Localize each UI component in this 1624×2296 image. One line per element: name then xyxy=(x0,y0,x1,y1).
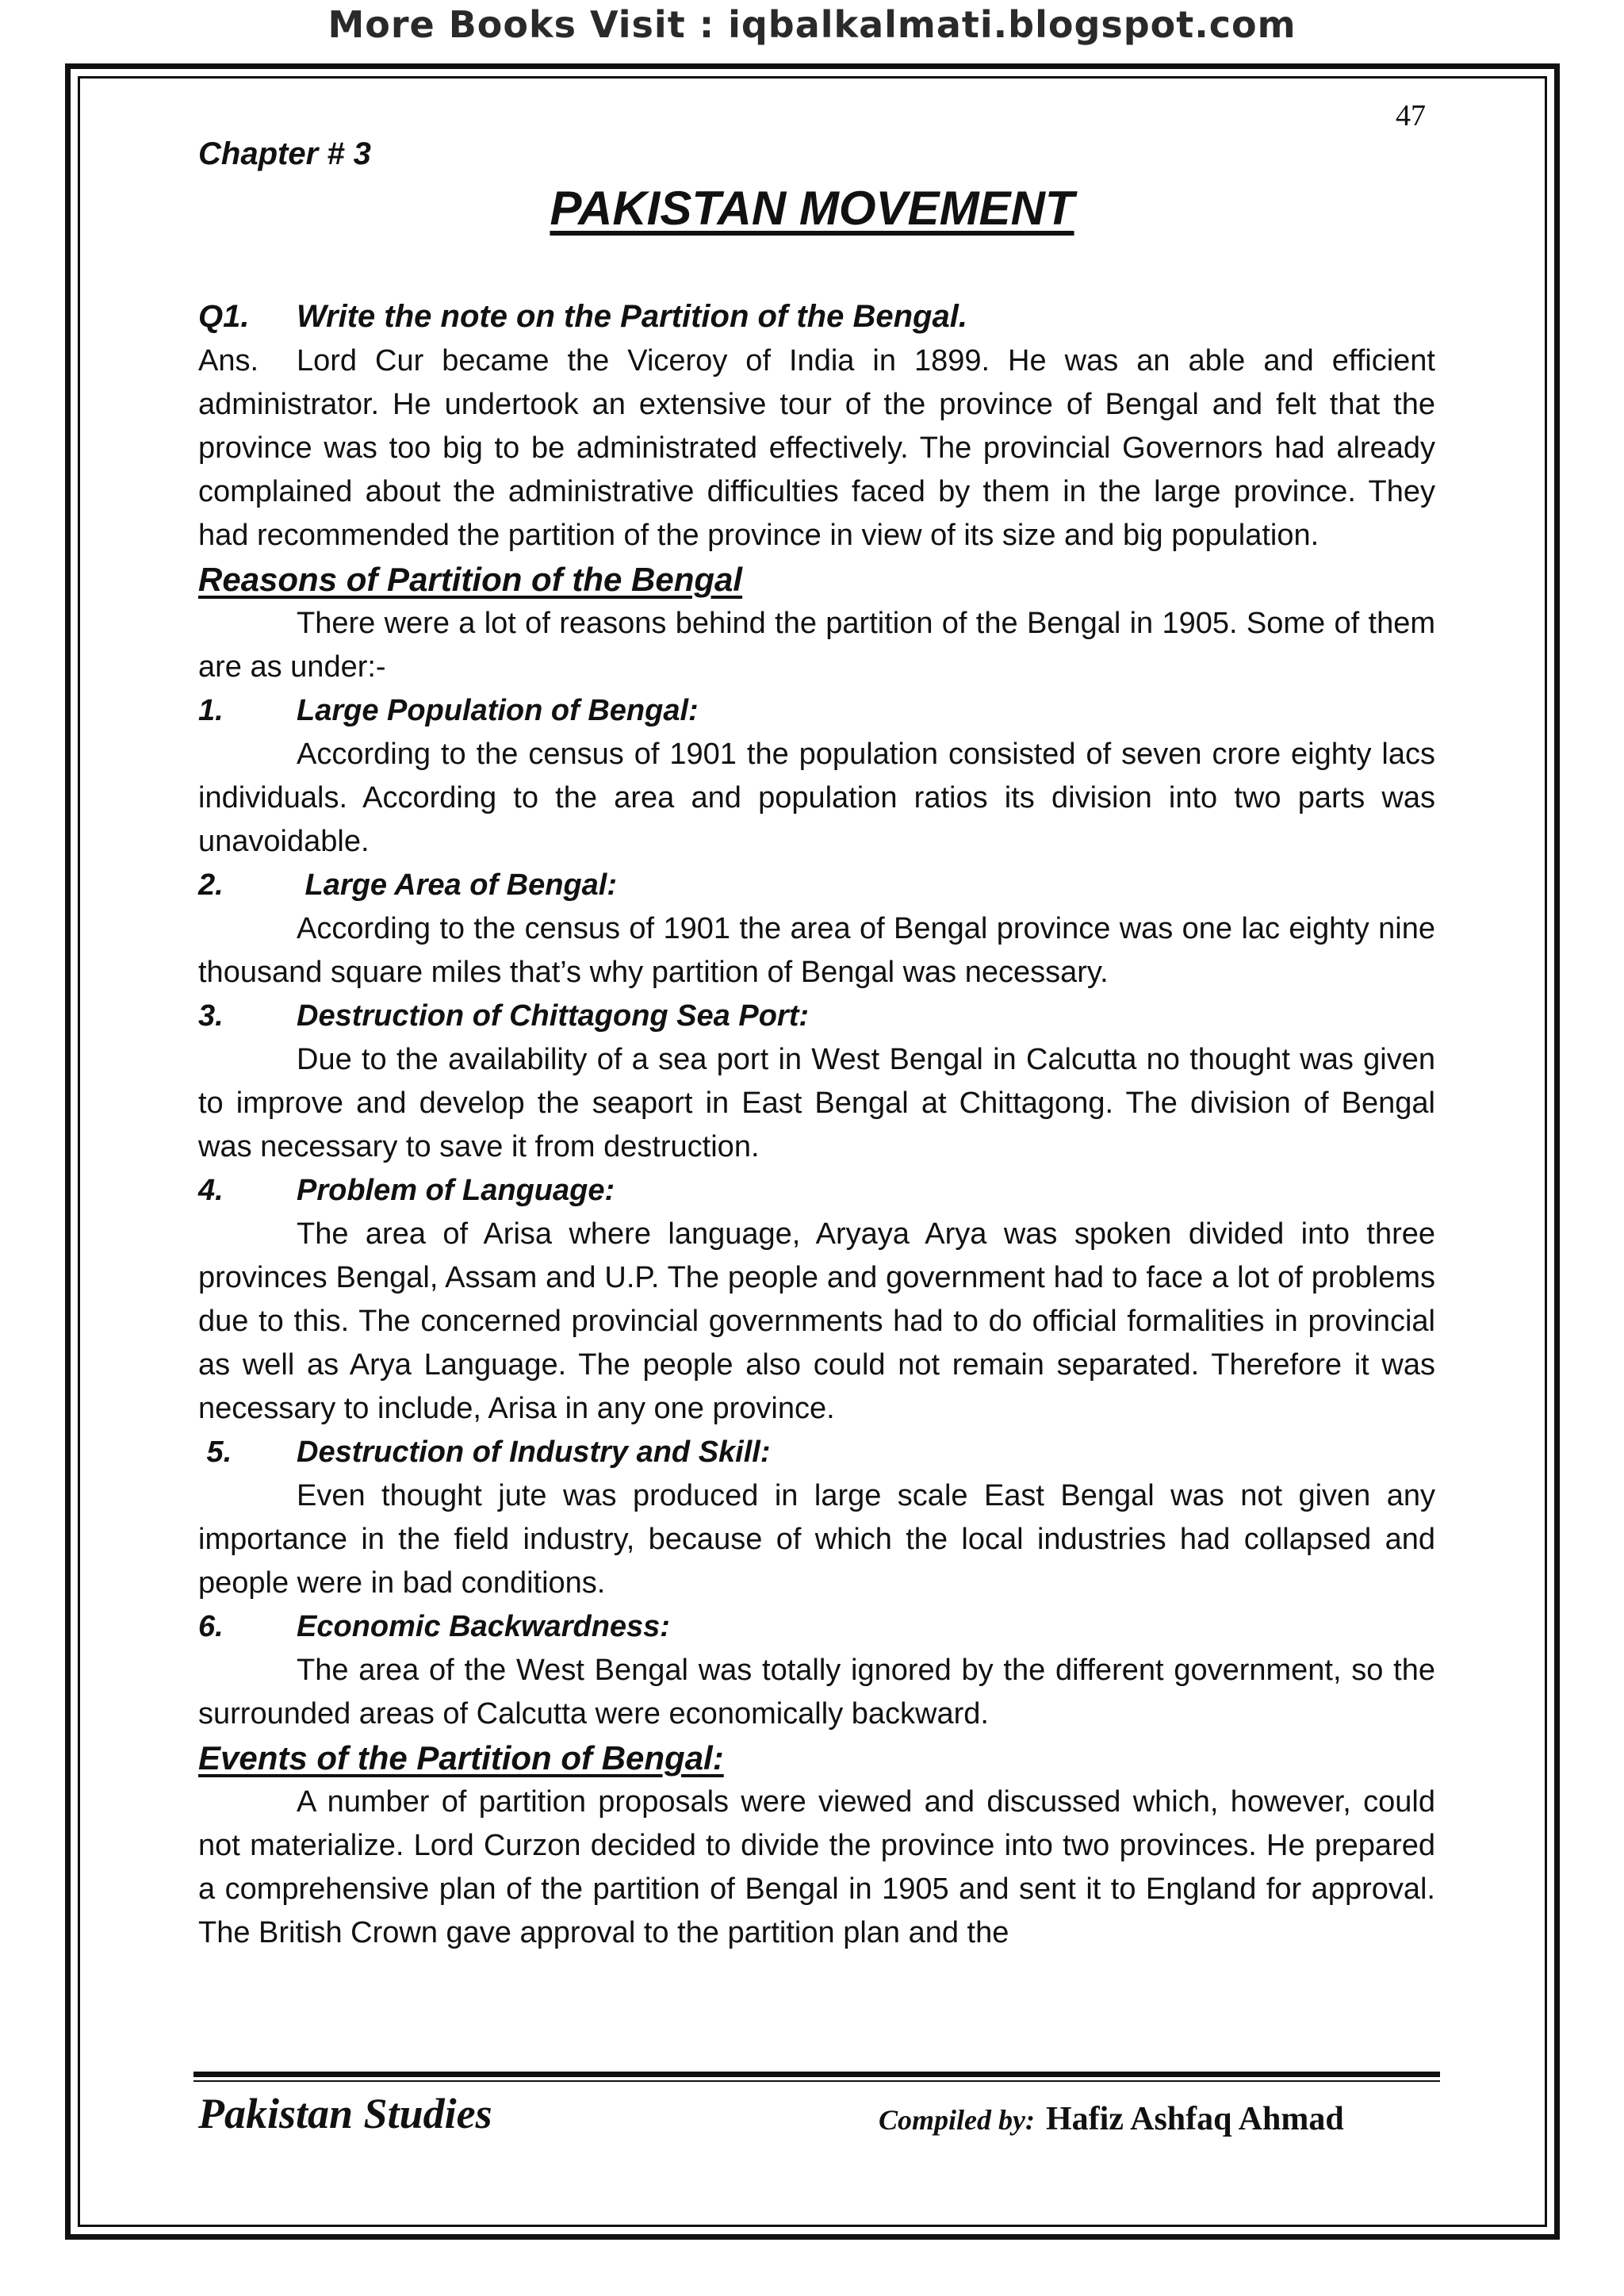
answer-rest: administrator. He undertook an extensive tour of the province of Bengal and felt that the province was too big to be administrated effectively. The provincial Governors had already complained about the administrative difficulties faced by them in the large province. They had recommended the partition of the province in view of its size and big population. xyxy=(198,388,1435,552)
chapter-label: Chapter # 3 xyxy=(198,136,371,171)
question-number: Q1. xyxy=(198,299,250,334)
reason-heading-2 xyxy=(198,864,1435,907)
reason-heading-3 xyxy=(198,995,1435,1038)
footer-credit xyxy=(879,2100,1344,2138)
reason-number: 6. xyxy=(198,1610,224,1643)
reason-number: 5. xyxy=(198,1435,232,1469)
main-content xyxy=(198,293,1435,1955)
reason-title: Large Area of Bengal: xyxy=(297,868,618,902)
events-text: A number of partition proposals were viewed and discussed which, however, could not materialize. Lord Curzon decided to divide the province into two provinces. He prepared a comprehensive plan of the partition of Bengal in 1905 and sent it to England for approval. The British Crown gave approval to the partition plan and the xyxy=(198,1785,1435,1949)
answer-paragraph xyxy=(198,339,1435,558)
reason-number: 2. xyxy=(198,868,224,902)
reason-heading-1 xyxy=(198,689,1435,733)
reason-heading-4 xyxy=(198,1169,1435,1213)
reason-number: 4. xyxy=(198,1174,224,1207)
answer-label: Ans. xyxy=(198,344,259,378)
footer-book-title: Pakistan Studies xyxy=(198,2090,492,2137)
reasons-intro: There were a lot of reasons behind the partition of the Bengal in 1905. Some of them are as under:- xyxy=(198,607,1435,684)
page-title: PAKISTAN MOVEMENT xyxy=(550,182,1074,235)
footer-rule-thin xyxy=(193,2080,1440,2082)
events-heading: Events of the Partition of Bengal: xyxy=(198,1739,724,1777)
reason-heading-6 xyxy=(198,1605,1435,1649)
reason-title: Destruction of Chittagong Sea Port: xyxy=(297,999,809,1033)
reason-title: Large Population of Bengal: xyxy=(297,694,699,727)
reason-text-3: Due to the availability of a sea port in West Bengal in Calcutta no thought was given to improve and develop the seaport in East Bengal at Chittagong. The division of Bengal was necessary to save it from destruction. xyxy=(198,1043,1435,1163)
question-heading xyxy=(198,293,1435,339)
question-text: Write the note on the Partition of the Bengal. xyxy=(297,299,967,334)
reason-number: 1. xyxy=(198,694,224,727)
reason-title: Problem of Language: xyxy=(297,1174,615,1207)
answer-first-line: Lord Cur became the Viceroy of India in 1899. He was an able and efficient xyxy=(297,344,1435,378)
reason-text-1: According to the census of 1901 the population consisted of seven crore eighty lacs individuals. According to the area and population ratios its division into two parts was unavoidable. xyxy=(198,738,1435,858)
reason-text-4: The area of Arisa where language, Aryaya Arya was spoken divided into three provinces Bengal, Assam and U.P. The people and government had to face a lot of problems due to this. The concerned provincial governments had to do official formalities in provincial as well as Arya Language. The people also could not remain separated. Therefore it was necessary to include, Arisa in any one province. xyxy=(198,1217,1435,1425)
reasons-heading: Reasons of Partition of the Bengal xyxy=(198,561,743,598)
reason-number: 3. xyxy=(198,999,224,1033)
reason-text-5: Even thought jute was produced in large scale East Bengal was not given any importance in the field industry, because of which the local industries had collapsed and people were in bad conditions. xyxy=(198,1479,1435,1600)
compiled-by-label: Compiled by: xyxy=(879,2104,1035,2136)
reason-text-2: According to the census of 1901 the area of Bengal province was one lac eighty nine thousand square miles that’s why partition of Bengal was necessary. xyxy=(198,912,1435,989)
reason-heading-5 xyxy=(198,1431,1435,1474)
reason-title: Destruction of Industry and Skill: xyxy=(297,1435,771,1469)
site-banner: More Books Visit : iqbalkalmati.blogspot.com xyxy=(327,3,1297,46)
reason-text-6: The area of the West Bengal was totally ignored by the different government, so the surrounded areas of Calcutta were economically backward. xyxy=(198,1654,1435,1731)
author-name: Hafiz Ashfaq Ahmad xyxy=(1045,2101,1344,2137)
footer-rule xyxy=(193,2072,1440,2077)
page-number: 47 xyxy=(1396,99,1426,132)
reason-title: Economic Backwardness: xyxy=(297,1610,670,1643)
